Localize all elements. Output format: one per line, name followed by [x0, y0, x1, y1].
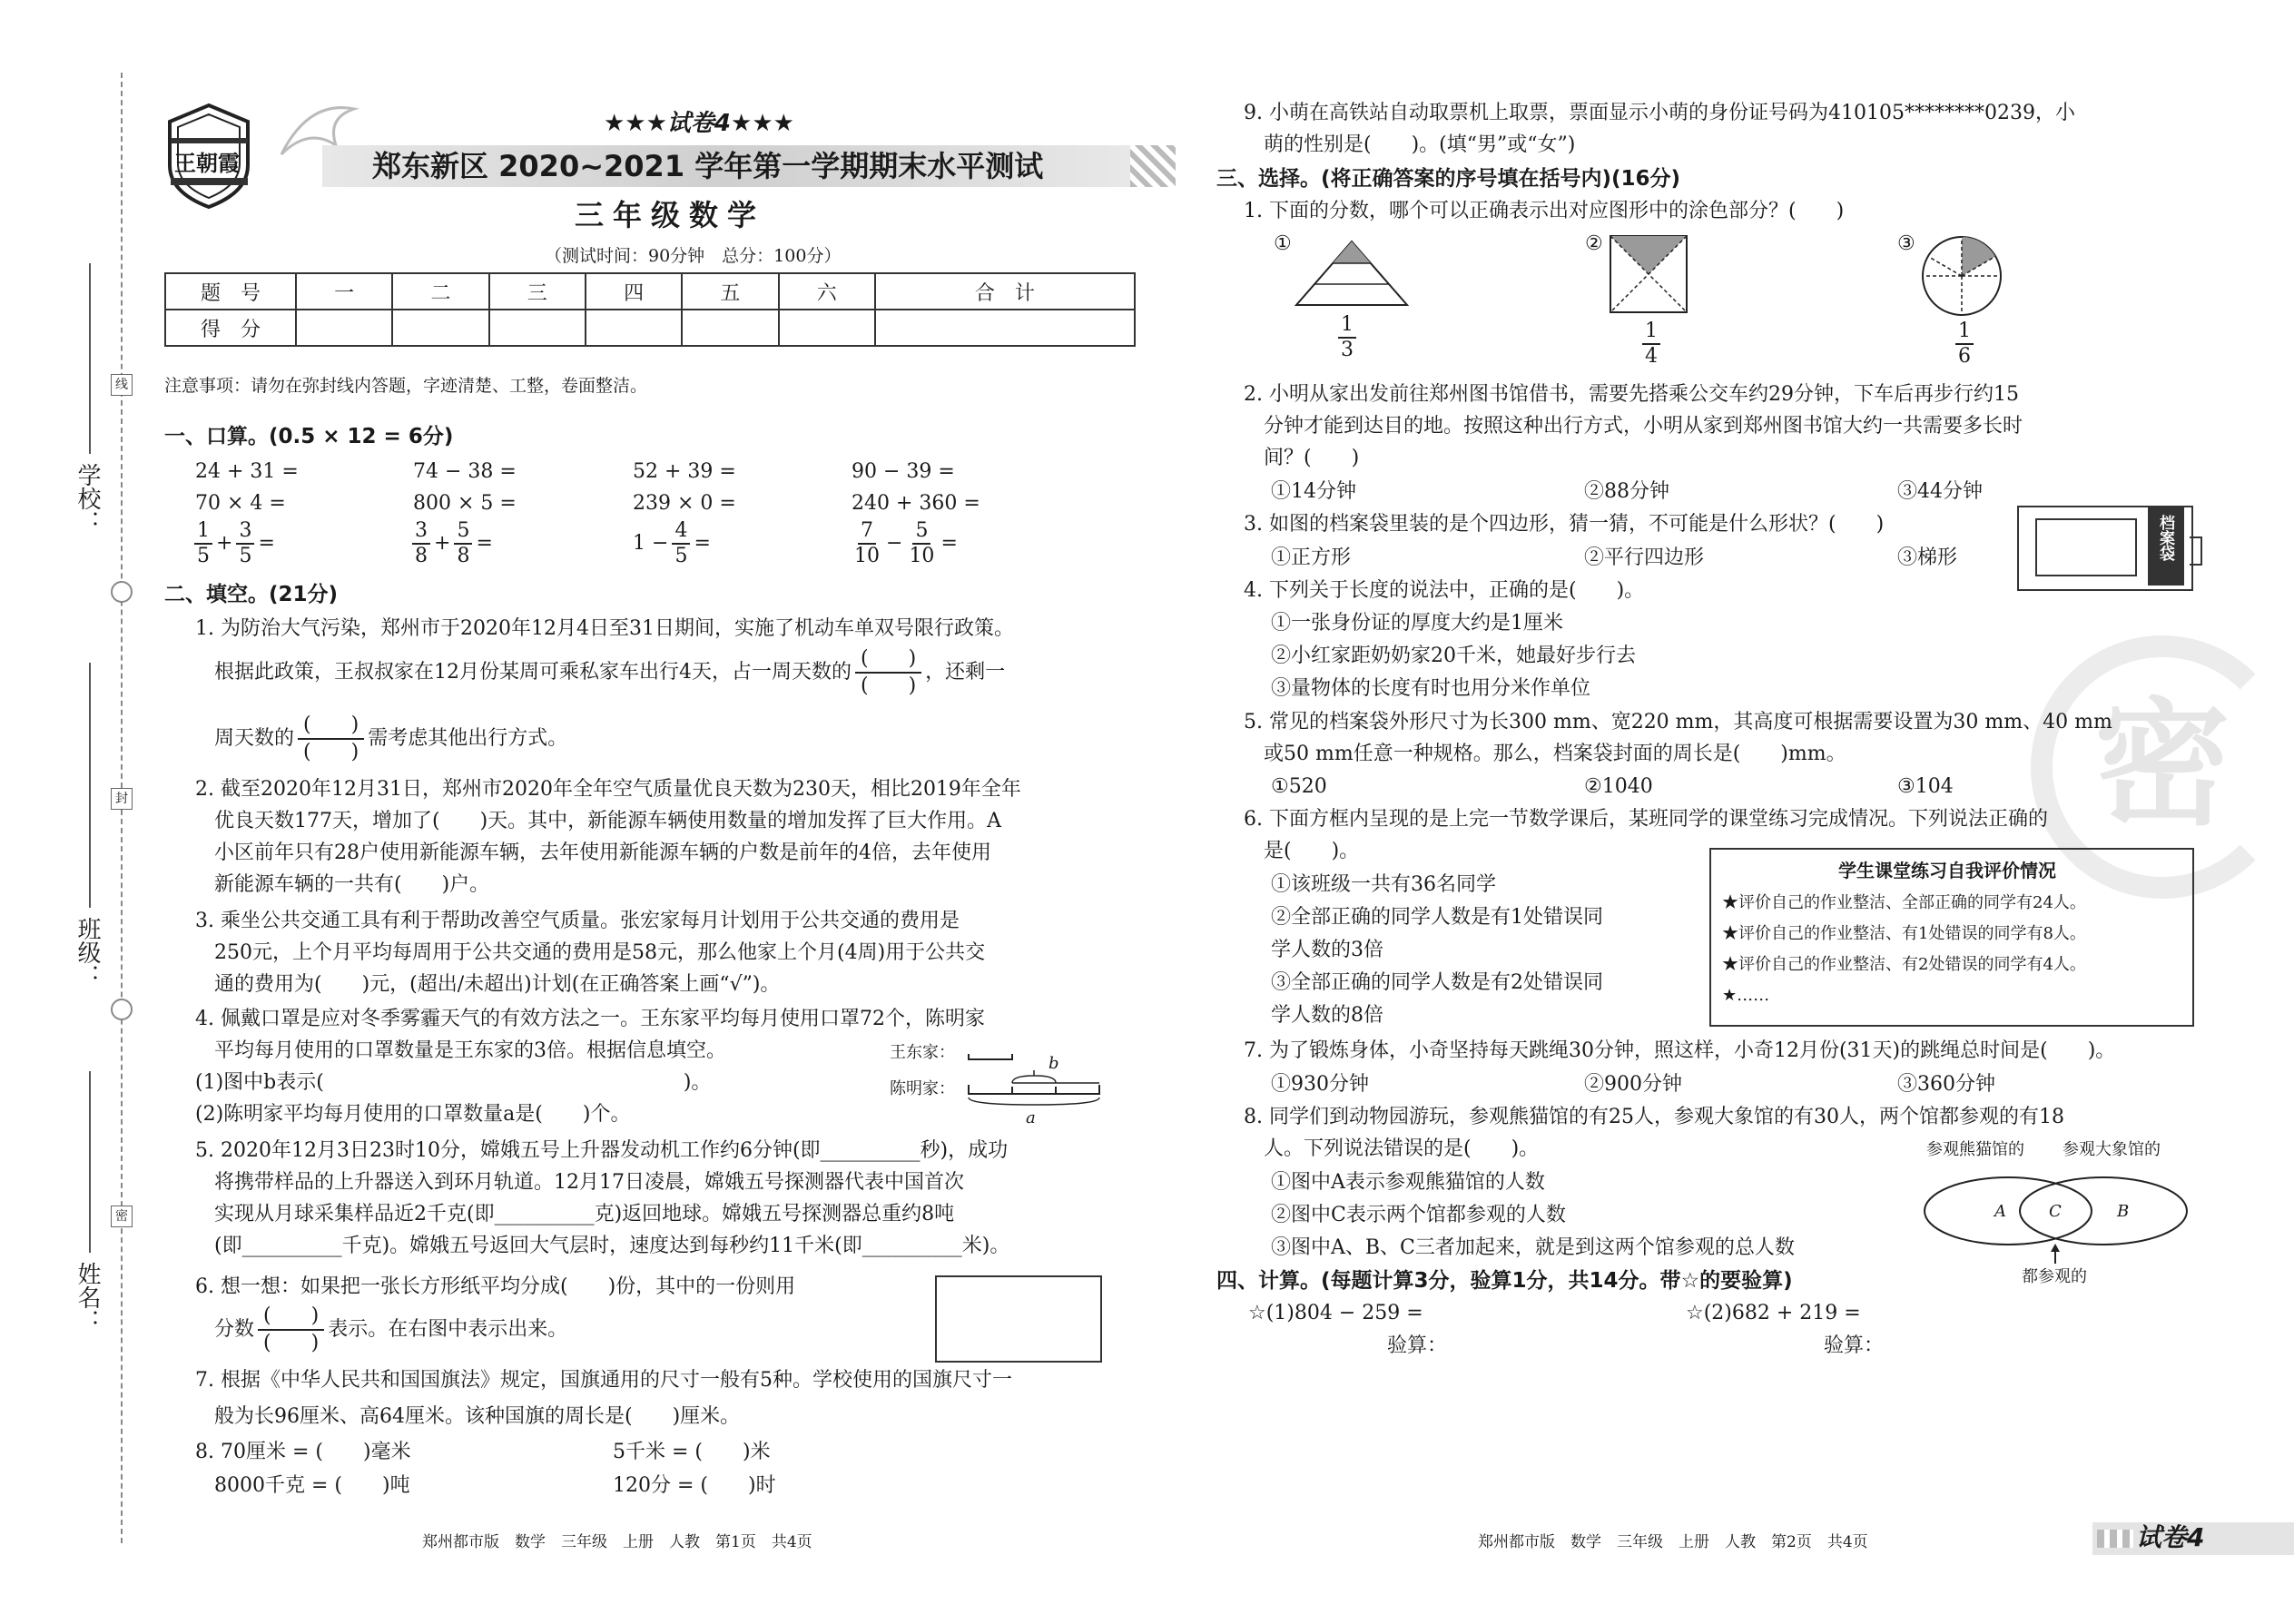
score-input-cell[interactable]	[682, 310, 778, 346]
score-input-cell[interactable]	[296, 310, 392, 346]
c8-option[interactable]: ①图中A表示参观熊猫馆的人数	[1271, 1171, 1545, 1194]
denominator: 8	[415, 545, 428, 567]
q2-line: 2. 截至2020年12月31日，郑州市2020年全年空气质量优良天数为230天，相比2019年全年	[195, 778, 1021, 801]
c4-option[interactable]: ③量物体的长度有时也用分米作单位	[1271, 677, 1591, 700]
c1-stem: 1. 下面的分数，哪个可以正确表示出对应图形中的涂色部分？( )	[1244, 200, 1845, 222]
c3-option[interactable]: ①正方形	[1271, 546, 1352, 569]
diagram-label: 陈明家：	[890, 1079, 955, 1098]
section1-title: 一、口算。(0.5 × 12 = 6分)	[164, 425, 454, 448]
operand: 1 −	[633, 532, 669, 555]
paper-banner: ★★★试卷4★★★	[604, 110, 794, 137]
venn-diagram	[1917, 1137, 2199, 1291]
numerator: 1	[1642, 320, 1660, 345]
q8-item: 8000千克 = ( )吨	[214, 1474, 410, 1497]
c8-option[interactable]: ②图中C表示两个馆都参观的人数	[1271, 1204, 1566, 1226]
name-underline	[89, 1071, 91, 1253]
q6-line: 6. 想一想：如果把一张长方形纸平均分成( )份，其中的一份则用	[195, 1275, 796, 1298]
footer-squares	[2097, 1530, 2133, 1548]
c5-option[interactable]: ①520	[1271, 775, 1327, 798]
score-input-cell[interactable]	[489, 310, 586, 346]
calc-item: ☆(1)804 − 259 =	[1248, 1302, 1423, 1324]
answer-blank[interactable]: ( )	[263, 1332, 320, 1354]
q1-line-fraction	[214, 646, 1005, 699]
c5-option[interactable]: ②1040	[1584, 775, 1653, 798]
c4-line: 4. 下列关于长度的说法中，正确的是( )。	[1244, 579, 1645, 602]
check-label: 验算：	[1824, 1334, 1885, 1357]
q6-line-fraction	[214, 1304, 567, 1356]
seal-mark-seal: 封	[111, 788, 133, 810]
score-input-cell[interactable]	[779, 310, 875, 346]
q4-line: 4. 佩戴口罩是应对冬季雾霾天气的有效方法之一。王东家平均每月使用口罩72个，陈明家	[195, 1008, 985, 1030]
c4-option[interactable]: ①一张身份证的厚度大约是1厘米	[1271, 612, 1563, 635]
oral-calc: 70 × 4 =	[195, 492, 286, 515]
numerator: 3	[236, 519, 254, 545]
numerator: 1	[194, 519, 212, 545]
oral-calc: 239 × 0 =	[633, 492, 736, 515]
c1-fraction	[1334, 313, 1360, 362]
answer-blank[interactable]: ( )	[258, 1304, 324, 1331]
q1-line: 1. 为防治大气污染，郑州市于2020年12月4日至31日期间，实施了机动车单双号限行政策。	[195, 617, 1014, 640]
numerator: 7	[858, 519, 876, 545]
box-title: 学生课堂练习自我评价情况	[1838, 860, 2056, 881]
class-label: 班级：	[74, 917, 101, 988]
operator: +	[434, 532, 451, 555]
venn-label-left: 参观熊猫馆的	[1926, 1140, 2024, 1159]
score-input-cell[interactable]	[586, 310, 682, 346]
c6-line: 是( )。	[1264, 840, 1360, 862]
answer-blank[interactable]: ( )	[861, 674, 917, 697]
q1-text: ，还剩一	[925, 661, 1006, 684]
denominator: 6	[1958, 345, 1971, 368]
bag-label: 档案袋	[2156, 515, 2174, 561]
c5-line: 或50 mm任意一种规格。那么，档案袋封面的周长是( )mm。	[1264, 743, 1846, 765]
q2-line: 优良天数177天，增加了( )天。其中，新能源车辆使用数量的增加发挥了巨大作用。A	[214, 810, 1002, 832]
school-label: 学校：	[74, 463, 101, 534]
section2-title: 二、填空。(21分)	[164, 583, 339, 606]
box-line: ★评价自己的作业整洁、有2处错误的同学有4人。	[1722, 955, 2086, 974]
self-evaluation-box	[1709, 848, 2194, 1027]
c6-option[interactable]: ①该班级一共有36名同学	[1271, 873, 1496, 896]
q1-text: 需考虑其他出行方式。	[368, 727, 568, 750]
oral-calc-fraction	[191, 519, 275, 568]
c6-option: 学人数的3倍	[1271, 939, 1383, 961]
calc-item: ☆(2)682 + 219 =	[1686, 1302, 1861, 1324]
section4-title: 四、计算。(每题计算3分，验算1分，共14分。带☆的要验算)	[1216, 1269, 1793, 1293]
footer-tag: 试卷4	[2136, 1522, 2205, 1552]
logo-badge	[162, 102, 257, 211]
c2-option[interactable]: ②88分钟	[1584, 480, 1669, 503]
diagram-label: b	[1049, 1054, 1059, 1073]
denominator: 5	[674, 545, 688, 567]
c3-line: 3. 如图的档案袋里装的是个四边形，猜一猜，不可能是什么形状？( )	[1244, 513, 1885, 536]
q6-text: 分数	[214, 1318, 255, 1341]
score-table-row	[165, 310, 1135, 346]
school-underline	[89, 263, 91, 454]
equals: =	[694, 532, 711, 555]
q2-line: 新能源车辆的一共有( )户。	[214, 873, 490, 896]
q4-line: 平均每月使用的口罩数量是王东家的3倍。根据信息填空。	[214, 1039, 726, 1062]
q3-line: 通的费用为( )元，(超出/未超出)计划(在正确答案上画“√”)。	[214, 973, 781, 996]
denominator: 10	[854, 545, 880, 567]
circle-figure	[1920, 234, 2004, 318]
watermark-char: 密	[2094, 686, 2231, 844]
score-cell: 六	[779, 273, 875, 310]
denominator: 8	[457, 545, 470, 567]
c7-option[interactable]: ③360分钟	[1897, 1073, 1995, 1096]
check-label: 验算：	[1387, 1334, 1448, 1357]
score-cell: 题 号	[165, 273, 296, 310]
c3-option[interactable]: ③梯形	[1897, 546, 1958, 569]
triangle-figure	[1293, 238, 1411, 309]
numerator: 3	[412, 519, 430, 545]
venn-label-bottom: 都参观的	[2022, 1267, 2087, 1286]
score-cell: 四	[586, 273, 682, 310]
q8-item: 8. 70厘米 = ( )毫米	[195, 1441, 411, 1463]
q6-rectangle[interactable]	[935, 1275, 1102, 1363]
q6-text: 表示。在右图中表示出来。	[328, 1318, 568, 1341]
q4-diagram	[885, 1039, 1103, 1130]
c4-option[interactable]: ②小红家距奶奶家20千米，她最好步行去	[1271, 645, 1636, 667]
score-cell: 一	[296, 273, 392, 310]
answer-blank[interactable]: ( )	[298, 713, 364, 740]
c1-option-label: ①	[1274, 232, 1292, 255]
venn-label-right: 参观大象馆的	[2063, 1140, 2161, 1159]
score-cell: 得 分	[165, 310, 296, 346]
numerator: 1	[1955, 320, 1974, 345]
section3-title: 三、选择。(将正确答案的序号填在括号内)(16分)	[1216, 167, 1681, 191]
venn-region-b: B	[2117, 1202, 2130, 1221]
q5-line: 实现从月球采集样品近2千克(即__________克)返回地球。嫦娥五号探测器总重约8吨	[214, 1203, 955, 1225]
denominator: 3	[1341, 339, 1354, 361]
subject-title: 三年级数学	[575, 198, 766, 232]
operator: −	[886, 532, 903, 555]
q1-text: 周天数的	[214, 727, 295, 750]
box-line: ★评价自己的作业整洁、全部正确的同学有24人。	[1722, 893, 2086, 912]
equals: =	[940, 532, 958, 555]
oral-calc: 24 + 31 =	[195, 460, 299, 483]
diagram-label: 王东家：	[890, 1043, 955, 1062]
oral-calc: 90 − 39 =	[852, 460, 955, 483]
q4-line: (1)图中b表示( )。	[195, 1071, 712, 1094]
denominator: 5	[197, 545, 210, 567]
box-line: ★评价自己的作业整洁、有1处错误的同学有8人。	[1722, 924, 2086, 943]
c8-line: 人。下列说法错误的是( )。	[1264, 1137, 1540, 1160]
q9-line: 萌的性别是( )。(填“男”或“女”)	[1264, 133, 1576, 156]
name-label: 姓名：	[74, 1262, 101, 1333]
venn-region-a: A	[1994, 1202, 2006, 1221]
score-table-row	[165, 273, 1135, 310]
answer-blank[interactable]: ( )	[303, 741, 359, 763]
notice: 注意事项：请勿在弥封线内答题，字迹清楚、工整，卷面整洁。	[164, 376, 648, 396]
q5-line: 5. 2020年12月3日23时10分，嫦娥五号上升器发动机工作约6分钟(即__________秒)，成功	[195, 1139, 1009, 1162]
venn-region-c: C	[2049, 1202, 2062, 1221]
numerator: 5	[454, 519, 472, 545]
binding-hole-bottom	[111, 999, 133, 1020]
c7-line: 7. 为了锻炼身体，小奇坚持每天跳绳30分钟，照这样，小奇12月份(31天)的跳绳总时间是( )。	[1244, 1039, 2116, 1062]
footer-right: 郑州都市版 数学 三年级 上册 人教 第2页 共4页	[1478, 1533, 1868, 1551]
q8-item: 5千米 = ( )米	[613, 1441, 771, 1463]
score-cell: 五	[682, 273, 778, 310]
c6-option[interactable]: ③全部正确的同学人数是有2处错误同	[1271, 971, 1603, 994]
answer-blank[interactable]: ( )	[855, 646, 921, 674]
title-bar-checker	[1130, 145, 1176, 187]
q7-line: 7. 根据《中华人民共和国国旗法》规定，国旗通用的尺寸一般有5种。学校使用的国旗尺寸一	[195, 1369, 1012, 1392]
denominator: 5	[239, 545, 252, 567]
numerator: 5	[912, 519, 930, 545]
equals: =	[258, 532, 275, 555]
class-underline	[89, 663, 91, 908]
bag-window	[2035, 518, 2137, 576]
oral-calc-fraction	[848, 519, 958, 568]
bag-tab	[2190, 536, 2202, 566]
q5-line: (即__________千克)。嫦娥五号返回大气层时，速度达到每秒约11千米(即__________米)。	[214, 1235, 1010, 1257]
numerator: 1	[1338, 313, 1356, 339]
q3-line: 250元，上个月平均每周用于公共交通的费用是58元，那么他家上个月(4周)用于公共交	[214, 941, 986, 964]
seal-mark-line: 线	[111, 374, 133, 396]
score-cell: 三	[489, 273, 586, 310]
c3-option[interactable]: ②平行四边形	[1584, 546, 1705, 569]
q8-item: 120分 = ( )时	[613, 1474, 776, 1497]
score-cell: 二	[392, 273, 488, 310]
c2-line: 2. 小明从家出发前往郑州图书馆借书，需要先搭乘公交车约29分钟，下车后再步行约15	[1244, 383, 2019, 406]
c2-line: 分钟才能到达目的地。按照这种出行方式，小明从家到郑州图书馆大约一共需要多长时	[1264, 415, 2023, 438]
score-cell: 合 计	[875, 273, 1135, 310]
archive-bag-figure	[2017, 506, 2193, 591]
oral-calc: 52 + 39 =	[633, 460, 736, 483]
oral-calc-fraction	[633, 519, 711, 568]
diagram-label: a	[1026, 1108, 1036, 1127]
oral-calc: 74 − 38 =	[413, 460, 517, 483]
c2-line: 间？( )	[1264, 447, 1360, 469]
c2-option[interactable]: ③44分钟	[1897, 480, 1983, 503]
c6-option[interactable]: ②全部正确的同学人数是有1处错误同	[1271, 906, 1603, 929]
c1-fraction	[1952, 320, 1977, 369]
footer-left: 郑州都市版 数学 三年级 上册 人教 第1页 共4页	[422, 1533, 812, 1551]
score-input-cell[interactable]	[392, 310, 488, 346]
binding-hole-top	[111, 581, 133, 603]
square-figure	[1609, 234, 1689, 314]
c6-line: 6. 下面方框内呈现的是上完一节数学课后，某班同学的课堂练习完成情况。下列说法正确的	[1244, 808, 2048, 831]
denominator: 10	[909, 545, 935, 567]
score-table	[164, 272, 1136, 347]
c1-option-label: ③	[1897, 232, 1915, 255]
c1-option-label: ②	[1585, 232, 1603, 255]
equals: =	[476, 532, 493, 555]
q1-text: 根据此政策，王叔叔家在12月份某周可乘私家车出行4天，占一周天数的	[214, 661, 852, 684]
q1-line-fraction	[214, 713, 567, 765]
denominator: 4	[1645, 345, 1658, 368]
oral-calc: 800 × 5 =	[413, 492, 517, 515]
c1-fraction	[1639, 320, 1664, 369]
q7-line: 般为长96厘米、高64厘米。该种国旗的周长是( )厘米。	[214, 1405, 741, 1428]
paper-title: 郑东新区 2020~2021 学年第一学期期末水平测试	[372, 149, 1044, 183]
c7-option[interactable]: ①930分钟	[1271, 1073, 1369, 1096]
operator: +	[216, 532, 233, 555]
oral-calc-fraction	[409, 519, 493, 568]
logo-text: 王朝霞	[174, 150, 240, 176]
q5-line: 将携带样品的上升器送入到环月轨道。12月17日凌晨，嫦娥五号探测器代表中国首次	[214, 1171, 964, 1194]
time-info: （测试时间：90分钟 总分：100分）	[545, 246, 842, 266]
q4-line: (2)陈明家平均每月使用的口罩数量a是( )个。	[195, 1103, 631, 1126]
c2-option[interactable]: ①14分钟	[1271, 480, 1356, 503]
score-input-cell[interactable]	[875, 310, 1135, 346]
c6-option: 学人数的8倍	[1271, 1004, 1383, 1027]
q3-line: 3. 乘坐公共交通工具有利于帮助改善空气质量。张宏家每月计划用于公共交通的费用是	[195, 910, 960, 932]
q9-line: 9. 小萌在高铁站自动取票机上取票，票面显示小萌的身份证号码为410105********0239，小	[1244, 102, 2075, 124]
q2-line: 小区前年只有28户使用新能源车辆，去年使用新能源车辆的户数是前年的4倍，去年使用	[214, 842, 991, 864]
oral-calc: 240 + 360 =	[852, 492, 980, 515]
c8-line: 8. 同学们到动物园游玩，参观熊猫馆的有25人，参观大象馆的有30人，两个馆都参观的有18	[1244, 1106, 2064, 1128]
c7-option[interactable]: ②900分钟	[1584, 1073, 1682, 1096]
seal-mark-secret: 密	[111, 1206, 133, 1227]
box-line: ★……	[1722, 986, 1770, 1005]
c5-line: 5. 常见的档案袋外形尺寸为长300 mm、宽220 mm，其高度可根据需要设置为30 mm、40 mm	[1244, 711, 2112, 733]
c8-option[interactable]: ③图中A、B、C三者加起来，就是到这两个馆参观的总人数	[1271, 1236, 1795, 1259]
numerator: 4	[672, 519, 690, 545]
c5-option[interactable]: ③104	[1897, 775, 1954, 798]
